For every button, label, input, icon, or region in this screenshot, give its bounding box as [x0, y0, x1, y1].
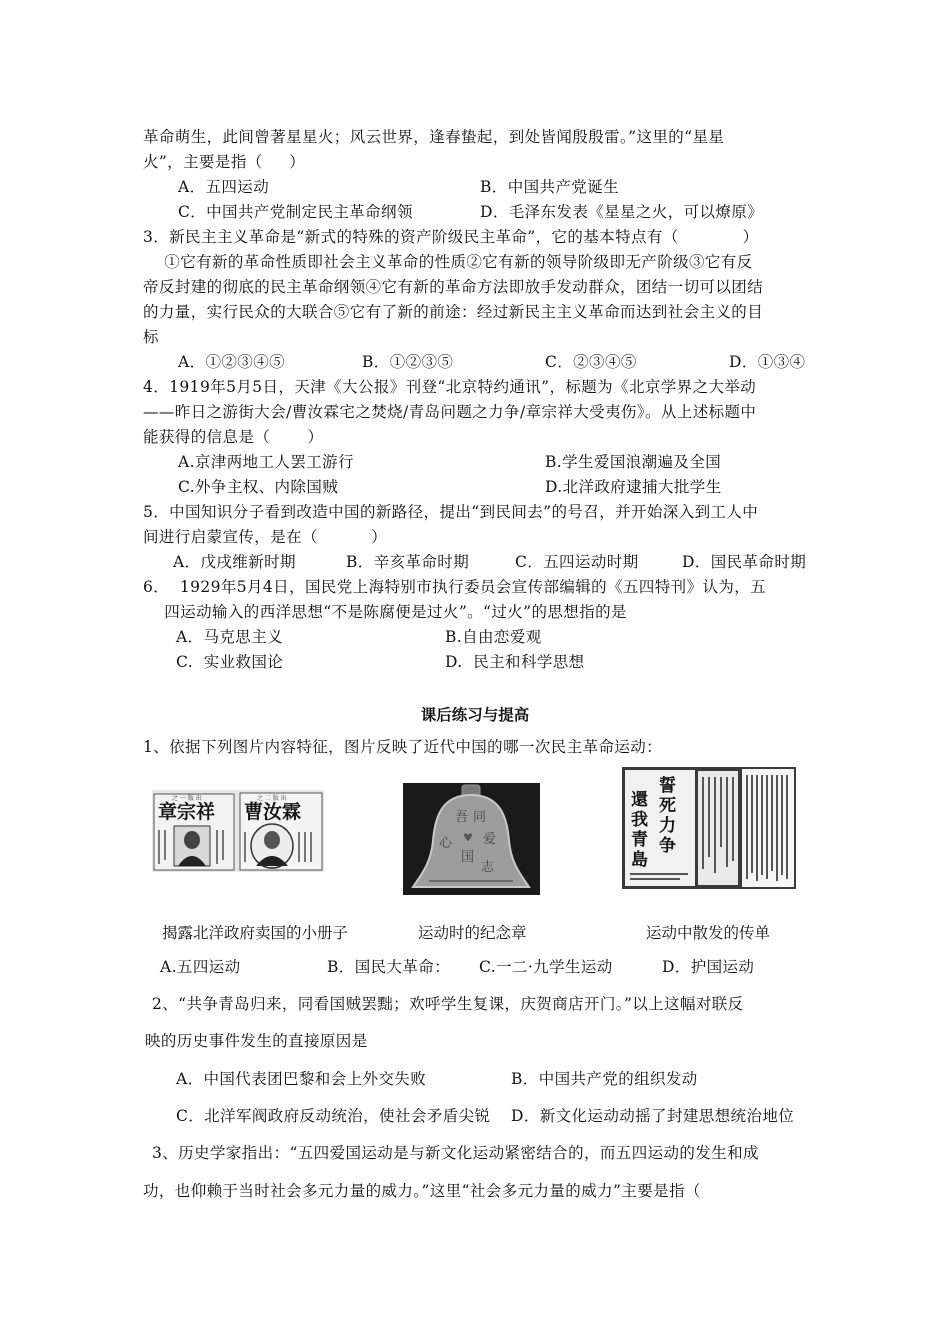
q5-option-b: B．辛亥革命时期 — [346, 553, 470, 571]
q5-line-1: 5．中国知识分子看到改造中国的新路径，提出“到民间去”的号召，并开始深入到工人中 — [143, 503, 759, 521]
q3-line-5: 标 — [143, 328, 159, 346]
q4-option-c: C.外争主权、内除国贼 — [178, 478, 339, 496]
p1-option-c: C.一二·九学生运动 — [479, 958, 613, 976]
q6-line-1: 6． 1929年5月4日，国民党上海特别市执行委员会宣传部编辑的《五四特刊》认为，五 — [143, 578, 767, 596]
q3-option-b: B．①②③⑤ — [362, 353, 454, 371]
q3-line-4: 的力量，实行民众的大联合⑤它有了新的前途：经过新民主主义革命而达到社会主义的目 — [143, 303, 764, 321]
intro-line-1: 革命萌生，此间曾著星星火；风云世界，逢春蛰起，到处皆闻殷殷雷。”这里的“星星 — [143, 128, 725, 146]
svg-text:之 二 版 出: 之 二 版 出 — [257, 795, 287, 802]
leaflet-char-6: 我 — [631, 810, 648, 830]
p2-option-a: A．中国代表团巴黎和会上外交失败 — [176, 1070, 427, 1088]
q6-option-c: C. 实业救国论 — [176, 653, 284, 671]
q6-option-d: D. 民主和科学思想 — [445, 653, 585, 671]
q6-option-a: A．马克思主义 — [176, 628, 283, 646]
medal-char-1: 吾 — [455, 810, 469, 825]
p1-option-a: A.五四运动 — [160, 958, 241, 976]
p3-line-2: 功，也仰赖于当时社会多元力量的威力。”这里“社会多元力量的威力”主要是指（ — [143, 1182, 701, 1200]
section-title: 课后练习与提高 — [420, 705, 530, 724]
p2-option-c: C．北洋军阀政府反动统治，使社会矛盾尖锐 — [176, 1107, 491, 1125]
p2-line-1: 2、“共争青岛归来，同看国贼罢黜；欢呼学生复课，庆贺商店开门。”以上这幅对联反 — [152, 995, 744, 1013]
leaflet-char-2: 死 — [659, 796, 676, 816]
booklet-right-name: 曹汝霖 — [244, 801, 302, 823]
medal-picture — [403, 783, 540, 895]
q4-line-1: 4．1919年5月5日，天津《大公报》刊登“北京特约通讯”，标题为《北京学界之大举动 — [143, 378, 757, 396]
p1-option-d: D．护国运动 — [662, 958, 755, 976]
q5-option-d: D．国民革命时期 — [682, 553, 807, 571]
caption-booklet: 揭露北洋政府卖国的小册子 — [162, 924, 349, 942]
q6-line-2: 四运动输入的西洋思想“不是陈腐便是过火”。“过火”的思想指的是 — [143, 603, 627, 621]
p1-option-b: B．国民大革命： — [327, 958, 451, 976]
q4-option-b: B.学生爱国浪潮遍及全国 — [545, 453, 722, 471]
caption-medal: 运动时的纪念章 — [418, 924, 527, 942]
q5-option-c: C．五四运动时期 — [515, 553, 639, 571]
q5-option-a: A．戊戌维新时期 — [173, 553, 296, 571]
q3-option-a: A．①②③④⑤ — [178, 353, 285, 371]
q3-option-c: C．②③④⑤ — [545, 353, 637, 371]
medal-char-4: 国 — [461, 850, 475, 865]
medal-char-2: 同 — [473, 810, 487, 825]
leaflet-char-1: 誓 — [659, 776, 676, 796]
medal-char-3: 爱 — [483, 832, 497, 847]
q3-option-d: D．①③④ — [729, 353, 806, 371]
leaflet-char-7: 青 — [631, 830, 648, 850]
medal-char-5: 志 — [481, 860, 495, 875]
intro-option-c: C．中国共产党制定民主革命纲领 — [178, 203, 413, 221]
leaflet-picture — [622, 767, 796, 889]
svg-text:之 一 版 出: 之 一 版 出 — [172, 795, 202, 802]
intro-option-d: D．毛泽东发表《星星之火，可以燎原》 — [480, 203, 764, 221]
p3-line-1: 3、历史学家指出：“五四爱国运动是与新文化运动紧密结合的，而五四运动的发生和成 — [152, 1144, 759, 1162]
p2-line-2: 映的历史事件发生的直接原因是 — [145, 1032, 368, 1050]
leaflet-char-3: 力 — [659, 816, 676, 836]
q3-line-1: 3．新民主主义革命是“新式的特殊的资产阶级民主革命”，它的基本特点有（ ） — [143, 228, 759, 246]
booklet-picture — [152, 790, 324, 872]
leaflet-char-5: 還 — [631, 790, 648, 810]
p1-line: 1、依据下列图片内容特征，图片反映了近代中国的哪一次民主革命运动： — [143, 738, 663, 756]
p2-option-d: D．新文化运动动摇了封建思想统治地位 — [511, 1107, 795, 1125]
intro-option-b: B．中国共产党诞生 — [480, 178, 619, 196]
leaflet-char-4: 争 — [659, 836, 676, 856]
q3-line-3: 帝反封建的彻底的民主革命纲领④它有新的革命方法即放手发动群众，团结一切可以团结 — [143, 278, 764, 296]
intro-option-a: A．五四运动 — [178, 178, 270, 196]
q3-line-2: ①它有新的革命性质即社会主义革命的性质②它有新的领导阶级即无产阶级③它有反 — [143, 253, 753, 271]
medal-char-6: 心 — [439, 836, 453, 851]
q6-option-b: B.自由恋爱观 — [445, 628, 542, 646]
q4-option-d: D.北洋政府逮捕大批学生 — [545, 478, 722, 496]
leaflet-char-8: 島 — [631, 850, 648, 870]
p2-option-b: B．中国共产党的组织发动 — [511, 1070, 698, 1088]
q4-option-a: A.京津两地工人罢工游行 — [178, 453, 354, 471]
caption-leaflet: 运动中散发的传单 — [646, 924, 771, 942]
intro-line-2: 火”，主要是指（ ） — [143, 153, 306, 171]
q4-line-3: 能获得的信息是（ ） — [143, 428, 324, 446]
q5-line-2: 间进行启蒙宣传，是在（ ） — [143, 528, 388, 546]
booklet-left-name: 章宗祥 — [158, 801, 216, 823]
q4-line-2: ——昨日之游街大会/曹汝霖宅之焚烧/青岛问题之力争/章宗祥大受夷伤》。从上述标题中 — [143, 403, 757, 421]
